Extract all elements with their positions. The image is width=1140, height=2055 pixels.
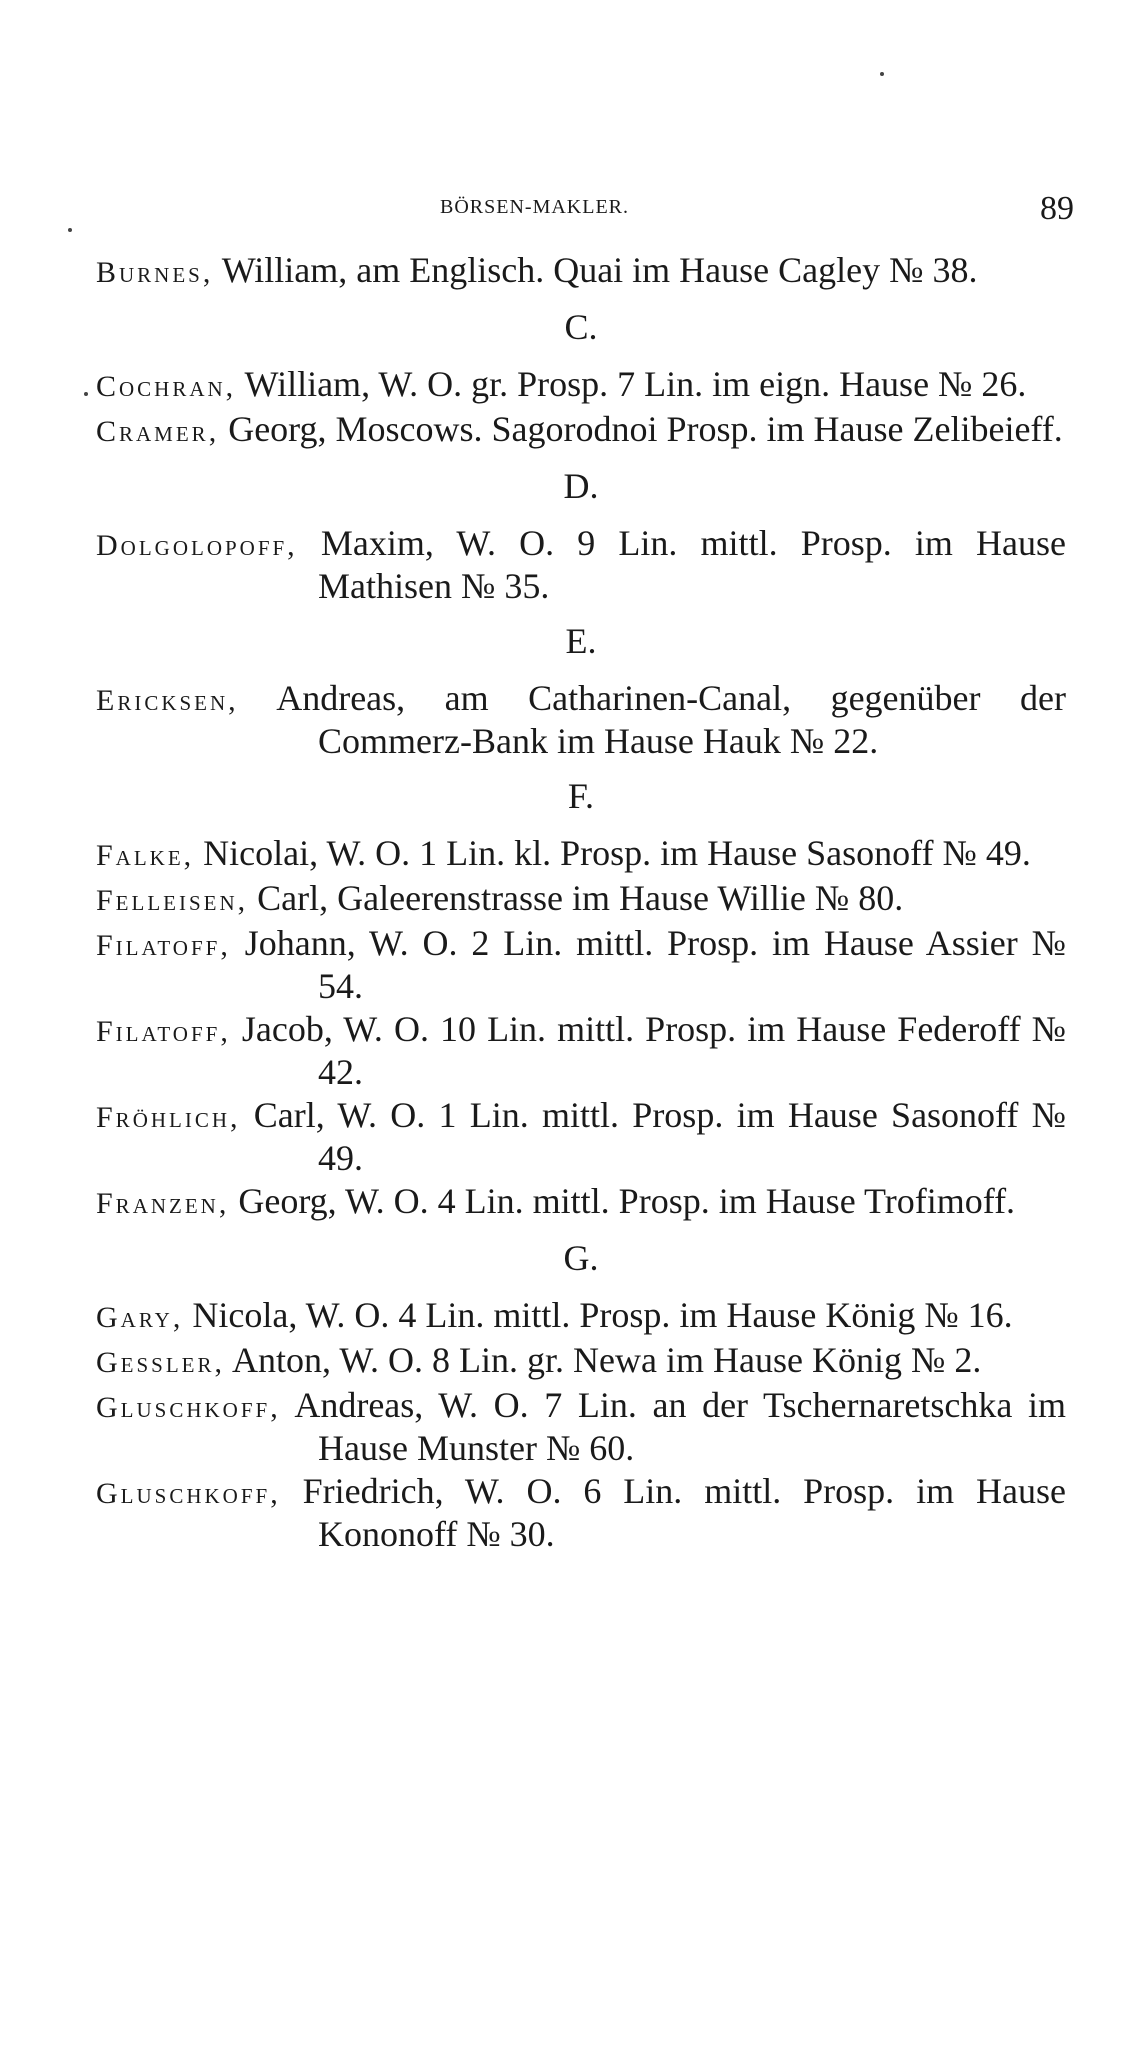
page-number: 89 [1040,190,1074,227]
broker-details: Andreas, W. O. 7 Lin. an der Tschernaretschka im Hause Munster № 60. [280,1385,1066,1468]
broker-details: William, W. O. gr. Prosp. 7 Lin. im eign. Hause № 26. [236,364,1027,404]
broker-entry [96,364,1066,407]
broker-surname: Dolgolopoff, [96,529,298,562]
broker-surname: Franzen, [96,1187,230,1220]
broker-surname: Fröhlich, [96,1101,241,1134]
broker-surname: Gluschkoff, [96,1477,281,1510]
broker-surname: Falke, [96,839,195,872]
letter-heading: G. [563,1238,599,1278]
broker-surname: Ericksen, [96,684,239,717]
broker-details: Andreas, am Catharinen-Canal, gegenüber der Commerz-Bank im Hause Hauk № 22. [238,678,1066,761]
broker-details: Johann, W. O. 2 Lin. mittl. Prosp. im Hause Assier № 54. [230,923,1066,1006]
broker-details: Carl, W. O. 1 Lin. mittl. Prosp. im Hause Sasonoff № 49. [240,1095,1066,1178]
broker-details: Georg, Moscows. Sagorodnoi Prosp. im Hause Zelibeieff. [219,409,1063,449]
broker-surname: Felleisen, [96,884,249,917]
broker-surname: Gary, [96,1301,184,1334]
broker-details: Maxim, W. O. 9 Lin. mittl. Prosp. im Hause Mathisen № 35. [297,523,1066,606]
broker-entry [96,1385,1066,1469]
broker-entry [96,1181,1066,1224]
ink-speck [84,392,88,396]
broker-entry [96,523,1066,607]
broker-entry [96,833,1066,876]
broker-entry [96,1295,1066,1338]
broker-surname: Burnes, [96,256,214,289]
letter-heading: E. [565,621,597,661]
broker-details: Anton, W. O. 8 Lin. gr. Newa im Hause König № 2. [225,1340,982,1380]
broker-details: Carl, Galeerenstrasse im Hause Willie № 80. [248,878,904,918]
broker-surname: Filatoff, [96,929,231,962]
broker-entry [96,250,1066,293]
broker-entry [96,878,1066,921]
page-header [0,190,1140,230]
broker-entry [96,1095,1066,1179]
broker-entry [96,1340,1066,1383]
broker-entry [96,923,1066,1007]
broker-details: Nicola, W. O. 4 Lin. mittl. Prosp. im Hause König № 16. [183,1295,1013,1335]
broker-surname: Cochran, [96,370,237,403]
letter-heading: D. [563,466,599,506]
ink-speck [880,72,884,76]
broker-details: Friedrich, W. O. 6 Lin. mittl. Prosp. im Hause Kononoff № 30. [280,1471,1066,1554]
broker-surname: Filatoff, [96,1015,231,1048]
broker-details: Nicolai, W. O. 1 Lin. kl. Prosp. im Hause Sasonoff № 49. [194,833,1031,873]
broker-details: Georg, W. O. 4 Lin. mittl. Prosp. im Hause Trofimoff. [229,1181,1016,1221]
broker-entry [96,1009,1066,1093]
broker-details: William, am Englisch. Quai im Hause Cagley № 38. [213,250,978,290]
broker-surname: Gessler, [96,1346,226,1379]
broker-details: Jacob, W. O. 10 Lin. mittl. Prosp. im Hause Federoff № 42. [230,1009,1066,1092]
broker-surname: Gluschkoff, [96,1391,281,1424]
broker-surname: Cramer, [96,415,220,448]
directory-listing [96,250,1066,1557]
letter-heading: C. [564,307,598,347]
broker-entry [96,678,1066,762]
running-head: BÖRSEN-MAKLER. [440,196,630,218]
broker-entry [96,1471,1066,1555]
letter-heading: F. [567,776,595,816]
broker-entry [96,409,1066,452]
